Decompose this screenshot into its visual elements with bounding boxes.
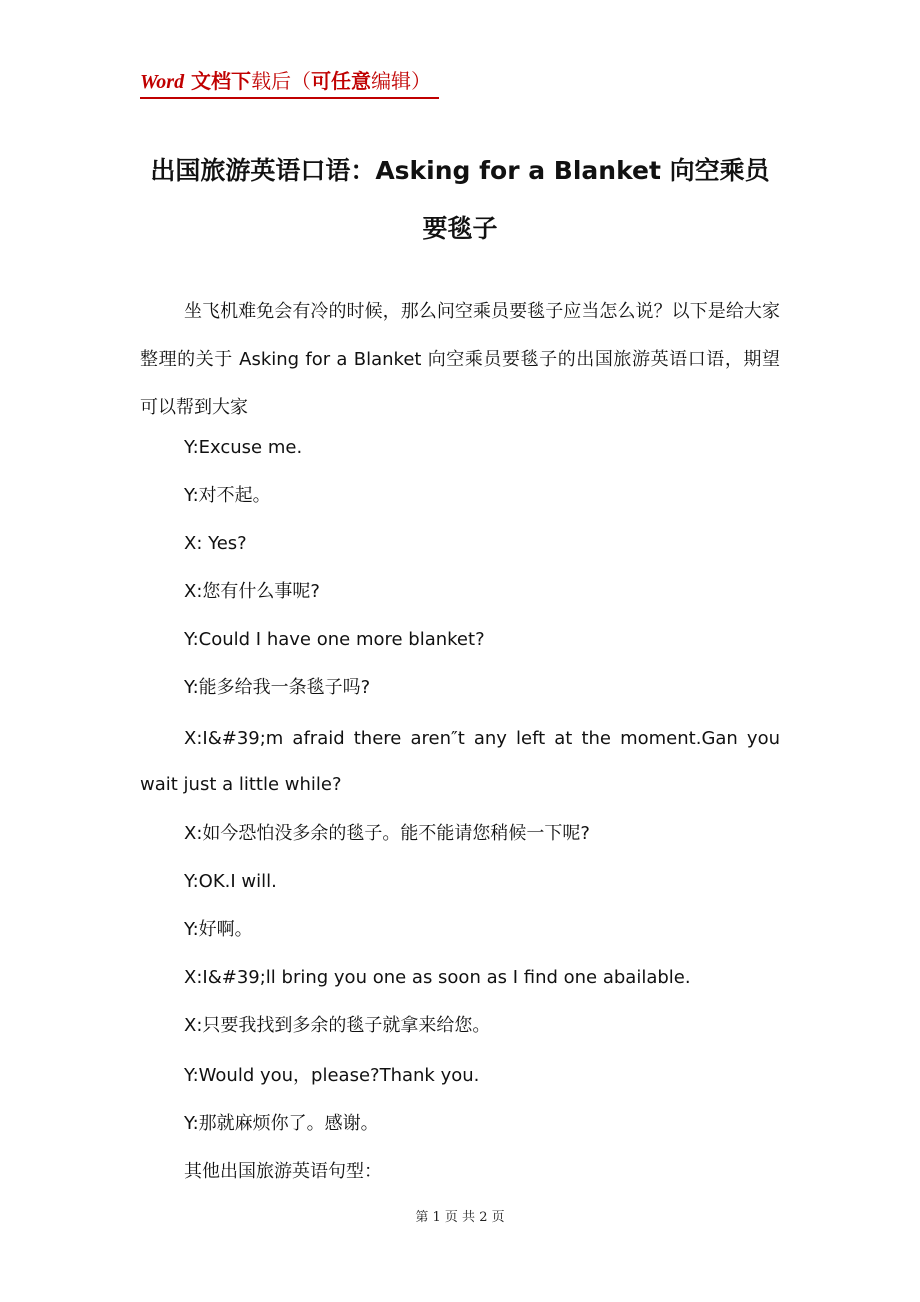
download-banner [140, 66, 439, 99]
dialogue-line: Y:对不起。 [184, 485, 271, 506]
dialogue-line: X:只要我找到多余的毯子就拿来给您。 [184, 1015, 491, 1036]
dialogue-line: Y:Could I have one more blanket? [184, 629, 485, 650]
dialogue-line: Y:好啊。 [184, 919, 253, 940]
dialogue-line: X: Yes? [184, 533, 247, 554]
dialogue-line: Y:Excuse me. [184, 437, 303, 458]
intro-paragraph: 坐飞机难免会有冷的时候，那么问空乘员要毯子应当怎么说？以下是给大家整理的关于 Asking for a Blanket 向空乘员要毯子的出国旅游英语口语，期望可以帮到大家 [140, 301, 780, 418]
page-number: 第 1 页 共 2 页 [415, 1210, 505, 1225]
dialogue-line: Y:那就麻烦你了。感谢。 [184, 1113, 379, 1134]
dialogue-line: Y:能多给我一条毯子吗? [184, 677, 371, 698]
dialogue-line: X:I&#39;ll bring you one as soon as I find one abailable. [184, 967, 691, 988]
dialogue-line: X:您有什么事呢? [184, 581, 320, 602]
dialogue-line: X:I&#39;m afraid there aren″t any left at the moment.Gan you wait just a little while? [140, 728, 780, 795]
dialogue-line: Y:Would you，please?Thank you. [184, 1065, 480, 1086]
section-heading: 其他出国旅游英语句型： [184, 1161, 382, 1182]
document-title: 出国旅游英语口语：Asking for a Blanket 向空乘员要毯子 [150, 156, 770, 243]
banner-text-2: 载后（ [251, 69, 312, 93]
banner-text-3: 可任意 [311, 69, 372, 93]
dialogue-line: X:如今恐怕没多余的毯子。能不能请您稍候一下呢? [184, 823, 590, 844]
banner-text-1: 文档下 [184, 69, 252, 93]
banner-brand: Word [140, 71, 185, 93]
banner-text-4: 编辑） [371, 69, 432, 93]
dialogue-line: Y:OK.I will. [184, 871, 277, 892]
